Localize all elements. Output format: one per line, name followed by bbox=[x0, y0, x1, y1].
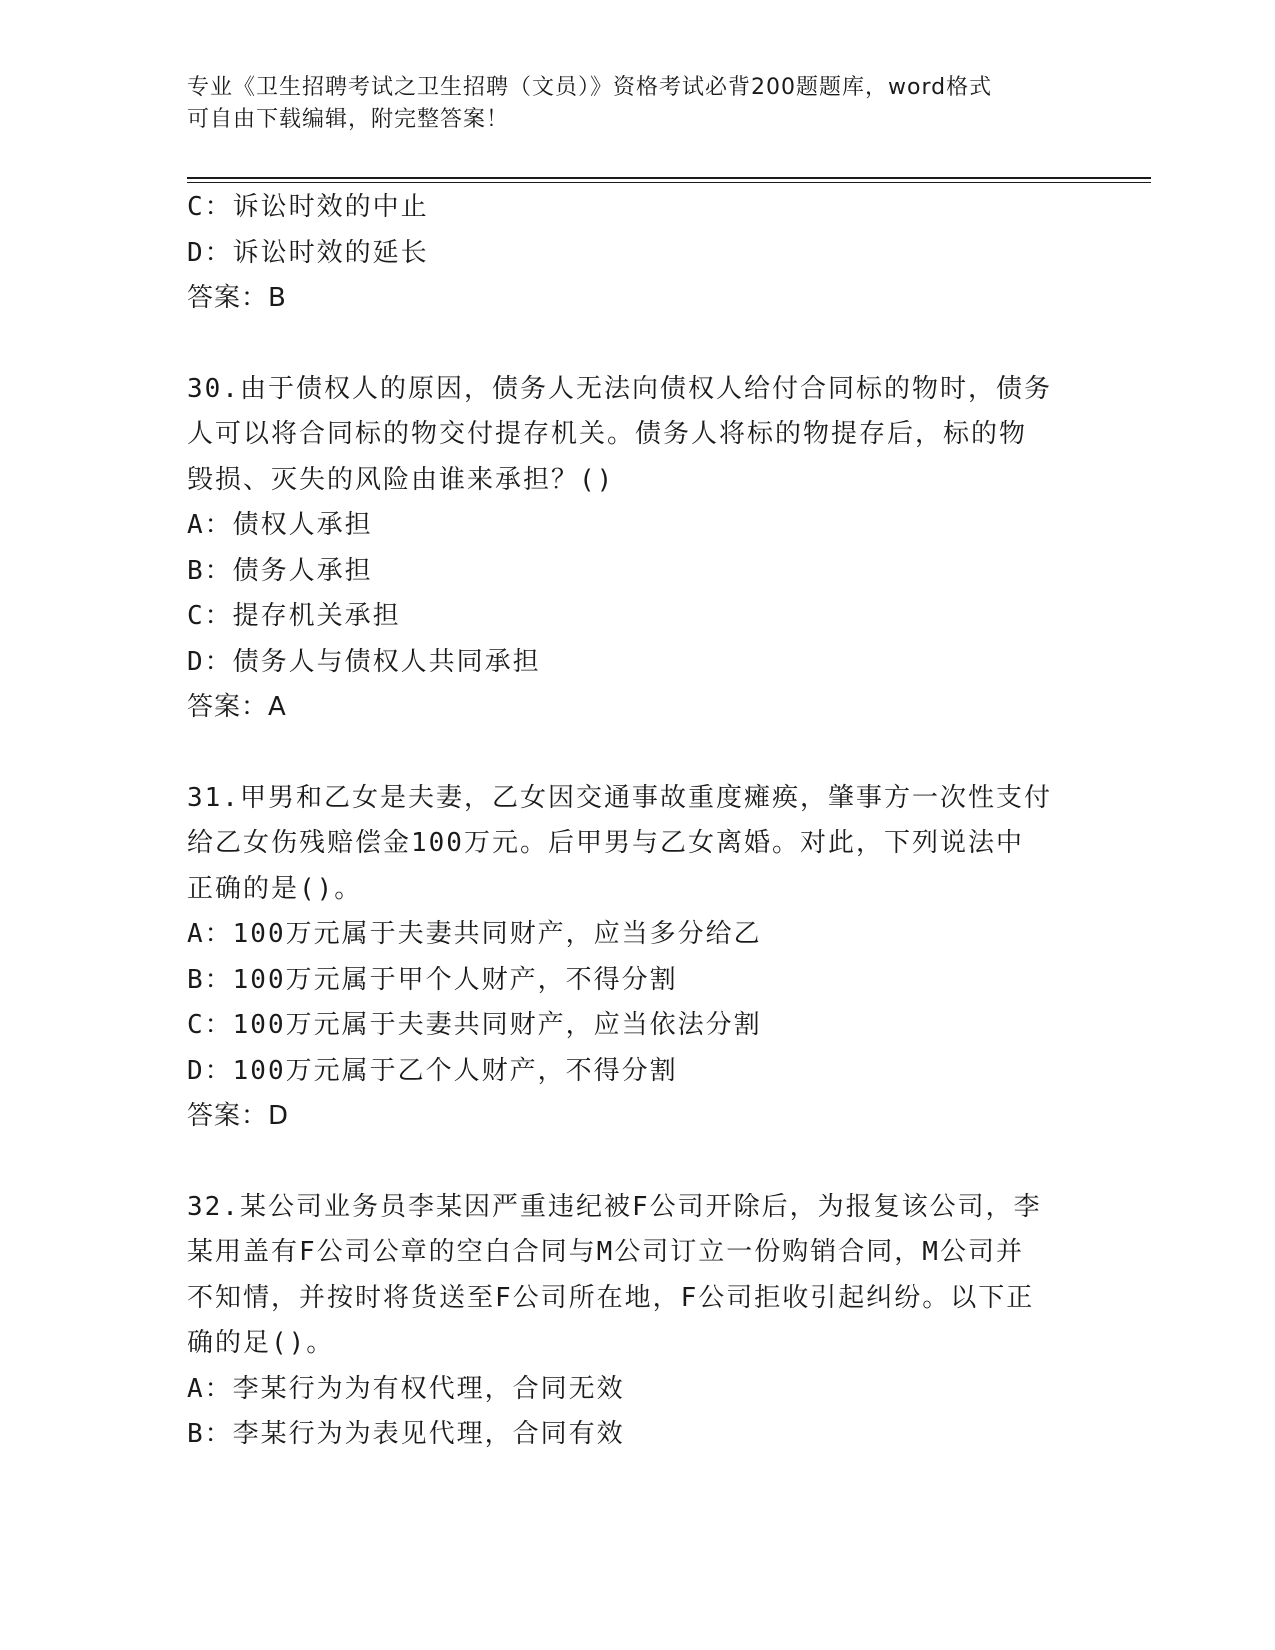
option-d: D：诉讼时效的延长 bbox=[187, 237, 429, 268]
question-30 bbox=[187, 367, 1087, 731]
question-stem-line: 32.某公司业务员李某因严重违纪被F公司开除后，为报复该公司，李 bbox=[187, 1191, 1042, 1222]
answer-line: 答案：B bbox=[187, 283, 287, 313]
option-b: B：李某行为为表见代理，合同有效 bbox=[187, 1419, 625, 1449]
header-rule-thin bbox=[187, 182, 1151, 183]
question-stem-line: 人可以将合同标的物交付提存机关。债务人将标的物提存后，标的物 bbox=[187, 419, 1028, 449]
option-c: C：100万元属于夫妻共同财产，应当依法分割 bbox=[187, 1010, 762, 1040]
question-31 bbox=[187, 776, 1087, 1140]
question-32 bbox=[187, 1185, 1087, 1458]
spacer bbox=[187, 1140, 1087, 1185]
answer-line: 答案：D bbox=[187, 1101, 290, 1131]
document-header bbox=[187, 72, 1067, 136]
question-stem-line: 某用盖有F公司公章的空白合同与M公司订立一份购销合同，M公司并 bbox=[187, 1237, 1024, 1267]
option-c: C：提存机关承担 bbox=[187, 601, 401, 631]
option-a: A：李某行为为有权代理，合同无效 bbox=[187, 1373, 625, 1404]
question-stem-line: 给乙女伤残赔偿金100万元。后甲男与乙女离婚。对此，下列说法中 bbox=[187, 828, 1024, 858]
header-rule-thick bbox=[187, 177, 1151, 179]
question-stem-line: 30.由于债权人的原因，债务人无法向债权人给付合同标的物时，债务 bbox=[187, 373, 1052, 404]
option-d: D：债务人与债权人共同承担 bbox=[187, 646, 541, 677]
question-content bbox=[187, 185, 1087, 1458]
question-stem-line: 毁损、灭失的风险由谁来承担？() bbox=[187, 464, 615, 495]
header-line-2: 可自由下载编辑，附完整答案！ bbox=[187, 107, 510, 132]
option-d: D：100万元属于乙个人财产，不得分割 bbox=[187, 1055, 678, 1086]
option-b: B：债务人承担 bbox=[187, 555, 373, 586]
answer-line: 答案：A bbox=[187, 692, 287, 722]
option-c: C：诉讼时效的中止 bbox=[187, 192, 429, 222]
spacer bbox=[187, 322, 1087, 367]
option-b: B：100万元属于甲个人财产，不得分割 bbox=[187, 964, 678, 995]
spacer bbox=[187, 731, 1087, 776]
question-stem-line: 确的足()。 bbox=[187, 1328, 335, 1358]
option-a: A：100万元属于夫妻共同财产，应当多分给乙 bbox=[187, 919, 762, 949]
question-stem-line: 31.甲男和乙女是夫妻，乙女因交通事故重度瘫痪，肇事方一次性支付 bbox=[187, 782, 1052, 813]
question-stem-line: 正确的是()。 bbox=[187, 873, 363, 904]
question-stem-line: 不知情，并按时将货送至F公司所在地，F公司拒收引起纠纷。以下正 bbox=[187, 1282, 1035, 1313]
option-a: A：债权人承担 bbox=[187, 510, 373, 540]
header-line-1: 专业《卫生招聘考试之卫生招聘（文员）》资格考试必背200题题库，word格式 bbox=[187, 75, 993, 100]
previous-question-tail bbox=[187, 185, 1087, 322]
